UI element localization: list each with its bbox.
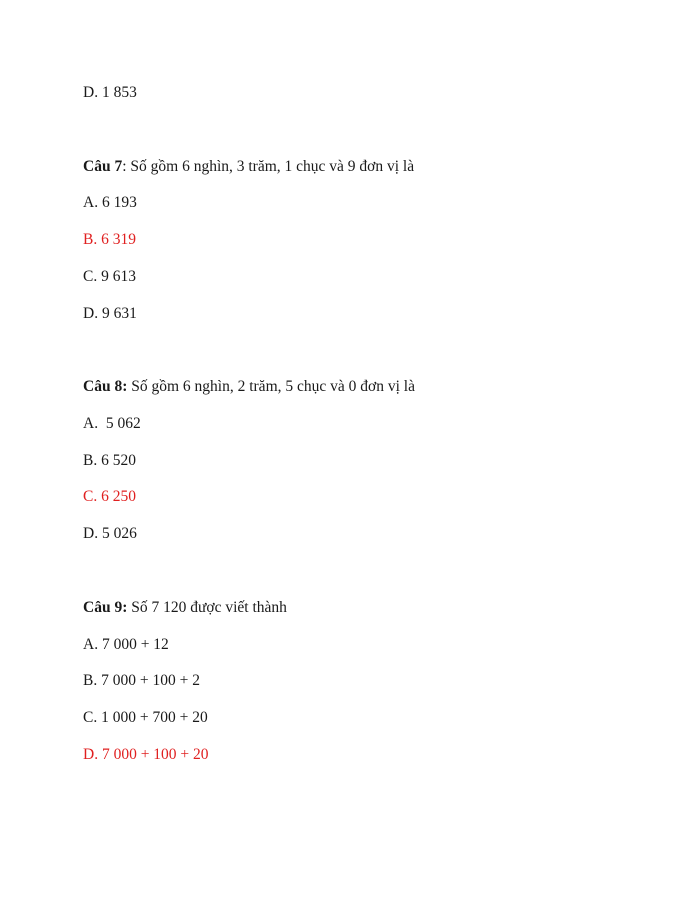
- option-a-q8: A. 5 062: [83, 415, 141, 432]
- question-text: Số gồm 6 nghìn, 2 trăm, 5 chục và 0 đơn vị là: [131, 378, 415, 395]
- question-text: Số 7 120 được viết thành: [131, 599, 287, 616]
- question-label: Câu 8:: [83, 378, 128, 395]
- option-c-q8-correct: C. 6 250: [83, 488, 136, 505]
- option-b-q9: B. 7 000 + 100 + 2: [83, 672, 200, 689]
- option-a-q7: A. 6 193: [83, 194, 137, 211]
- question-label: Câu 9:: [83, 599, 128, 616]
- option-b-q7-correct: B. 6 319: [83, 231, 136, 248]
- option-b-q8: B. 6 520: [83, 452, 136, 469]
- question-text: Số gồm 6 nghìn, 3 trăm, 1 chục và 9 đơn vị là: [130, 158, 415, 175]
- option-d-q7: D. 9 631: [83, 305, 137, 322]
- option-c-q9: C. 1 000 + 700 + 20: [83, 709, 208, 726]
- question-separator: :: [122, 158, 131, 175]
- question-9: [83, 598, 287, 618]
- question-8: [83, 377, 415, 397]
- option-d-q6: D. 1 853: [83, 84, 137, 101]
- question-label: Câu 7: [83, 158, 123, 175]
- option-a-q9: A. 7 000 + 12: [83, 636, 169, 653]
- option-d-q9-correct: D. 7 000 + 100 + 20: [83, 746, 209, 763]
- question-7: [83, 157, 414, 177]
- option-d-q8: D. 5 026: [83, 525, 137, 542]
- option-c-q7: C. 9 613: [83, 268, 136, 285]
